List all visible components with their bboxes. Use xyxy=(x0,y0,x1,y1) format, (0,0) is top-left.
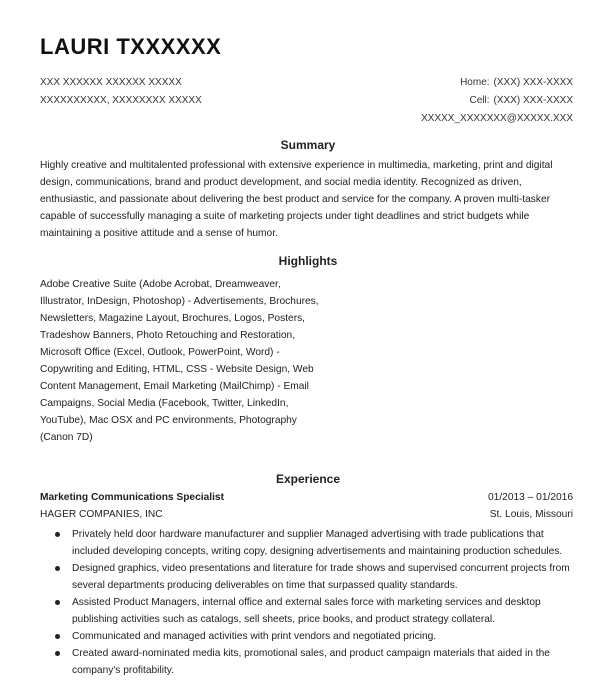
job-title: Marketing Communications Specialist xyxy=(40,492,224,503)
address-line-1: XXX XXXXXX XXXXXX XXXXX xyxy=(40,77,182,88)
bullet-text: Assisted Product Managers, internal office and external sales force with marketing services and desktop publishing activities such as catalogs, sell sheets, price books, and product strategy collateral. xyxy=(72,597,541,625)
bullet-text: Designed graphics, video presentations and literature for trade shows and supervised concurrent projects from several departments producing deliverables on time that surpassed quality standards. xyxy=(72,563,570,591)
home-phone xyxy=(421,74,573,92)
job-bullet-list xyxy=(40,526,573,679)
candidate-name: LAURI TXXXXXX xyxy=(40,34,222,59)
list-item xyxy=(40,560,573,594)
address-line-2: XXXXXXXXXX, XXXXXXXX XXXXX xyxy=(40,95,202,106)
job-company-row xyxy=(40,509,573,520)
home-phone-label: Home: xyxy=(460,77,490,88)
cell-phone-value: (XXX) XXX-XXXX xyxy=(493,95,573,106)
bullet-icon xyxy=(55,634,60,639)
bullet-icon xyxy=(55,651,60,656)
bullet-icon xyxy=(55,600,60,605)
experience-heading: Experience xyxy=(275,472,341,486)
list-item xyxy=(40,526,573,560)
bullet-icon xyxy=(55,532,60,537)
job-header xyxy=(40,492,573,503)
list-item xyxy=(40,645,573,679)
list-item xyxy=(40,628,573,645)
phone-email-block xyxy=(421,74,573,128)
job-location: St. Louis, Missouri xyxy=(489,509,573,520)
job-company: HAGER COMPANIES, INC xyxy=(40,509,163,520)
highlights-heading: Highlights xyxy=(278,254,338,268)
highlights-text: Adobe Creative Suite (Adobe Acrobat, Dreamweaver, Illustrator, InDesign, Photoshop) - Advertisements, Brochures, Newsletters, Magazine Layout, Brochures, Logos, Posters, Tradeshow Banners, Photo Retouching and Restoration, Microsoft Office (Excel, Outlook, PowerPoint, Word) - Copywriting and Editing, HTML, CSS - Website Design, Web Content Management, Email Marketing (MailChimp) - Email Campaigns, Social Media (Facebook, Twitter, LinkedIn, YouTube), Mac OSX and PC environments, Photography (Canon 7D) xyxy=(40,279,319,443)
list-item xyxy=(40,594,573,628)
job-dates: 01/2013 – 01/2016 xyxy=(488,492,573,503)
bullet-text: Privately held door hardware manufacturer and supplier Managed advertising with trade publications that included developing concepts, writing copy, designing advertisements and maintaining production schedules. xyxy=(72,529,563,557)
bullet-icon xyxy=(55,566,60,571)
cell-phone-label: Cell: xyxy=(469,95,490,106)
cell-phone xyxy=(421,92,573,110)
bullet-text: Created award-nominated media kits, promotional sales, and product campaign materials that aided in the company's profitability. xyxy=(72,648,550,676)
email-address: XXXXX_XXXXXXX@XXXXX.XXX xyxy=(421,113,573,124)
summary-text: Highly creative and multitalented professional with extensive experience in multimedia, marketing, print and digital design, communications, brand and product development, and social media identity. Recognized as driven, enthusiastic, and passionate about delivering the best product and service for the company. A proven multi-tasker capable of successfully managing a suite of marketing projects under tight deadlines and strict budgets while maintaining a positive attitude and a sense of humor. xyxy=(40,160,553,239)
summary-heading: Summary xyxy=(280,138,336,152)
home-phone-value: (XXX) XXX-XXXX xyxy=(493,77,573,88)
bullet-text: Communicated and managed activities with print vendors and negotiated pricing. xyxy=(72,631,437,642)
address-block xyxy=(40,74,202,110)
